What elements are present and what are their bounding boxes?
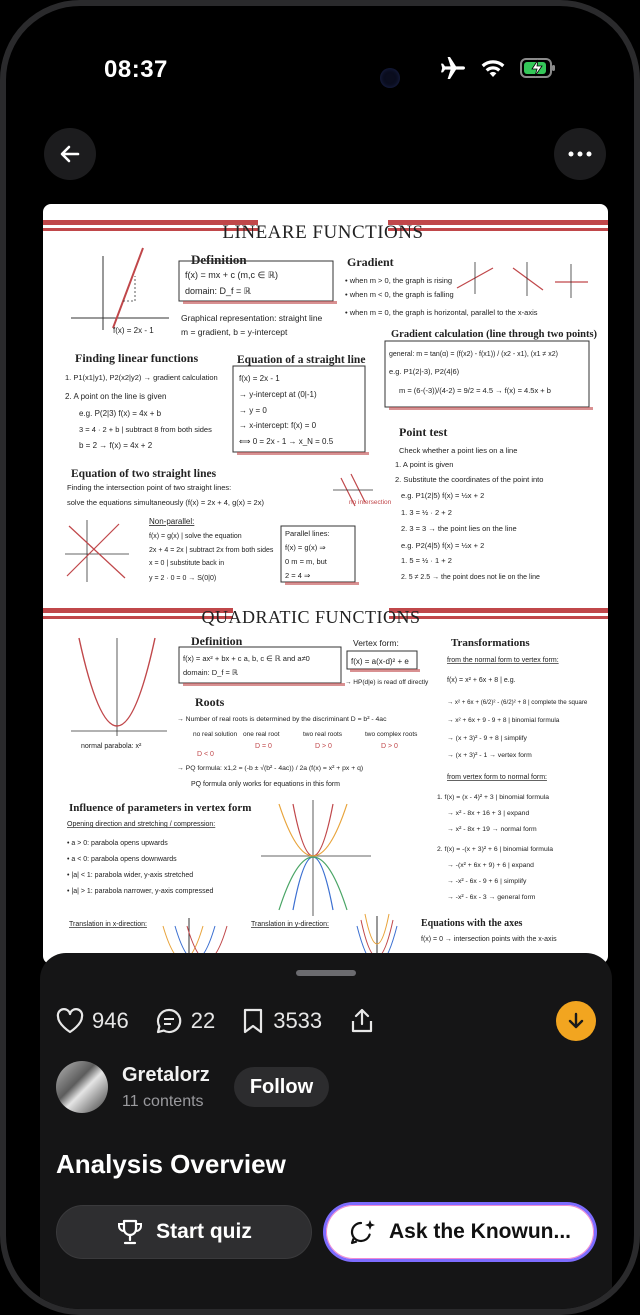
transform-1: from the normal form to vertex form: (447, 657, 559, 664)
q-definition-1: f(x) = ax² + bx + c a, b, c ∈ ℝ and a≠0 (183, 654, 310, 663)
finding-line-5: b = 2 → f(x) = 4x + 2 (79, 441, 153, 450)
eq-line-heading: Equation of a straight line (237, 354, 366, 366)
share-icon (348, 1007, 376, 1035)
eq-line-5: ⟺ 0 = 2x - 1 → x_N = 0.5 (239, 437, 334, 446)
parallel-1: f(x) = g(x) ⇒ (285, 543, 326, 552)
eq-line-1: f(x) = 2x - 1 (239, 374, 280, 383)
definition-heading: Definition (191, 252, 247, 267)
eq-line-3: → y = 0 (239, 406, 267, 415)
gradient-calc-line-3: m = (6-(-3))/(4-2) = 9/2 = 4.5 → f(x) = 4.5x + b (399, 386, 551, 395)
vertex-form-label: Vertex form: (353, 638, 399, 648)
share-button[interactable] (348, 1007, 376, 1035)
roots-heading: Roots (195, 695, 225, 709)
roots-case-2b: D = 0 (255, 743, 272, 750)
point-test-3: 2. Substitute the coordinates of the point into (395, 475, 544, 484)
author-avatar[interactable] (56, 1061, 108, 1113)
download-button[interactable] (556, 1001, 596, 1041)
likes-count: 946 (92, 1008, 129, 1033)
finding-line-1: 1. P1(x1|y1), P2(x2|y2) → gradient calculation (65, 373, 218, 382)
gradient-line-1: • when m > 0, the graph is rising (345, 276, 453, 285)
intersection-graph (65, 520, 129, 582)
graphical-representation: Graphical representation: straight line (181, 313, 323, 323)
gradient-representation: m = gradient, b = y-intercept (181, 327, 288, 337)
non-parallel-2: 2x + 4 = 2x | subtract 2x from both sides (149, 547, 274, 554)
ask-knowunity-label: Ask the Knowun... (388, 1220, 571, 1243)
transform-7: from vertex form to normal form: (447, 774, 547, 781)
non-parallel-3: x = 0 | substitute back in (149, 560, 225, 567)
influence-4: • |a| < 1: parabola wider, y-axis stretched (67, 872, 194, 879)
saves-count: 3533 (273, 1008, 323, 1033)
definition-line-1: f(x) = mx + c (m,c ∈ ℝ) (185, 270, 278, 280)
front-camera (380, 68, 400, 88)
roots-case-1: no real solution (193, 731, 238, 738)
transform-2: f(x) = x² + 6x + 8 | e.g. (447, 677, 516, 684)
gradient-line-2: • when m < 0, the graph is falling (345, 290, 454, 299)
point-test-heading: Point test (399, 425, 448, 439)
roots-case-3b: D > 0 (315, 743, 332, 750)
linear-graph (71, 248, 169, 330)
vertex-form-note: → HP(d|e) is read off directly (345, 679, 429, 686)
point-test-9: 2. 5 ≠ 2.5 → the point does not lie on the line (401, 574, 540, 581)
transform-5: → (x + 3)² - 9 + 8 | simplify (447, 735, 527, 742)
point-test-1: Check whether a point lies on a line (399, 446, 518, 455)
title-quadratic: QUADRATIC FUNCTIONS (201, 607, 421, 627)
transform-8: 1. f(x) = (x - 4)² + 3 | binomial formula (437, 794, 550, 801)
vertex-form-equation: f(x) = a(x-d)² + e (351, 657, 409, 666)
graph-caption: f(x) = 2x - 1 (113, 326, 154, 335)
roots-case-3: two real roots (303, 731, 343, 738)
arrow-down-icon (567, 1012, 585, 1030)
two-lines-heading: Equation of two straight lines (71, 468, 217, 480)
parallel-3: 2 = 4 ⇒ (285, 571, 311, 580)
point-test-7: e.g. P2(4|5) f(x) = ½x + 2 (401, 541, 485, 550)
translation-y-label: Translation in y-direction: (251, 921, 329, 928)
point-test-4: e.g. P1(2|5) f(x) = ½x + 2 (401, 491, 485, 500)
q-definition-2: domain: D_f = ℝ (183, 668, 238, 677)
comments-count: 22 (190, 1008, 216, 1033)
influence-1: Opening direction and stretching / compression: (67, 821, 216, 828)
more-options-button[interactable] (554, 128, 606, 180)
status-time: 08:37 (104, 56, 168, 83)
parameter-parabolas (261, 800, 371, 916)
normal-parabola-graph (71, 638, 167, 736)
influence-3: • a < 0: parabola opens downwards (67, 856, 177, 863)
ask-knowunity-button[interactable] (326, 1205, 594, 1259)
gradient-calc-line-2: e.g. P1(2|-3), P2(4|6) (389, 367, 460, 376)
start-quiz-label: Start quiz (156, 1220, 252, 1243)
like-button[interactable] (56, 1008, 129, 1034)
title-linear: LINEARE FUNCTIONS (222, 222, 424, 243)
heart-icon (56, 1008, 84, 1034)
influence-5: • |a| > 1: parabola narrower, y-axis compressed (67, 888, 214, 895)
influence-heading: Influence of parameters in vertex form (69, 802, 252, 814)
point-test-8: 1. 5 = ½ · 1 + 2 (401, 556, 452, 565)
trophy-icon (116, 1218, 144, 1246)
author-name[interactable]: Gretalorz (122, 1063, 210, 1086)
back-button[interactable] (44, 128, 96, 180)
transform-11: 2. f(x) = -(x + 3)² + 6 | binomial formula (437, 846, 554, 853)
bottom-sheet (40, 953, 612, 1315)
non-parallel-4: y = 2 · 0 = 0 → S(0|0) (149, 575, 217, 582)
two-lines-2: solve the equations simultaneously (f(x) = 2x + 4, g(x) = 2x) (67, 498, 264, 507)
finding-heading: Finding linear functions (75, 351, 199, 365)
airplane-icon (440, 56, 466, 80)
transform-9: → x² - 8x + 16 + 3 | expand (447, 810, 530, 817)
status-icons (440, 56, 556, 80)
translation-x-label: Translation in x-direction: (69, 921, 147, 928)
sheet-grabber[interactable] (296, 970, 356, 976)
roots-case-2: one real root (243, 731, 280, 738)
transform-6: → (x + 3)² - 1 → vertex form (447, 752, 532, 759)
non-parallel-heading: Non-parallel: (149, 517, 195, 526)
gradient-line-3: • when m = 0, the graph is horizontal, parallel to the x-axis (345, 308, 538, 317)
finding-line-3: e.g. P(2|3) f(x) = 4x + b (79, 409, 162, 418)
point-test-2: 1. A point is given (395, 460, 454, 469)
bookmark-icon (241, 1007, 265, 1035)
no-intersection-label: no intersection (349, 499, 392, 506)
follow-button[interactable]: Follow (234, 1067, 329, 1107)
ellipsis-icon (568, 151, 592, 157)
two-lines-1: Finding the intersection point of two straight lines: (67, 483, 232, 492)
transform-12: → -(x² + 6x + 9) + 6 | expand (447, 862, 534, 869)
finding-line-2: 2. A point on the line is given (65, 392, 167, 401)
quadratic-definition-heading: Definition (191, 634, 243, 648)
non-parallel-1: f(x) = g(x) | solve the equation (149, 533, 242, 540)
roots-case-1b: D < 0 (197, 751, 214, 758)
normal-parabola-caption: normal parabola: x² (81, 743, 142, 750)
pq-note: PQ formula only works for equations in this form (191, 781, 341, 788)
influence-2: • a > 0: parabola opens upwards (67, 840, 168, 847)
cta-row (56, 1205, 594, 1259)
axes-1: f(x) = 0 → intersection points with the x-axis (421, 936, 557, 943)
roots-case-4: two complex roots (365, 731, 418, 738)
gradient-calc-line-1: general: m = tan(α) = (f(x2) - f(x1)) / (x2 - x1), (x1 ≠ x2) (389, 351, 558, 358)
pq-formula: → PQ formula: x1,2 = (-b ± √(b² - 4ac)) / 2a (f(x) = x² + px + q) (177, 765, 364, 772)
start-quiz-button[interactable] (56, 1205, 312, 1259)
definition-line-2: domain: D_f = ℝ (185, 286, 251, 296)
transform-14: → -x² - 6x - 3 → general form (447, 894, 536, 901)
battery-charging-icon (520, 57, 556, 79)
author-row (56, 1061, 329, 1113)
point-test-6: 2. 3 = 3 → the point lies on the line (401, 524, 517, 533)
status-bar (6, 6, 640, 116)
gradient-sketches (457, 262, 588, 298)
save-button[interactable] (241, 1007, 322, 1035)
comment-icon (155, 1007, 183, 1035)
wifi-icon (480, 57, 506, 79)
transform-13: → -x² - 6x - 9 + 6 | simplify (447, 878, 527, 885)
actions-row (56, 1007, 376, 1035)
eq-line-4: → x-intercept: f(x) = 0 (239, 421, 317, 430)
eq-line-2: → y-intercept at (0|-1) (239, 390, 317, 399)
transformations-heading: Transformations (451, 637, 530, 649)
comments-button[interactable] (155, 1007, 215, 1035)
gradient-heading: Gradient (347, 255, 394, 269)
axes-heading: Equations with the axes (421, 918, 523, 929)
parallel-2: 0 m = m, but (285, 557, 327, 566)
arrow-left-icon (58, 142, 82, 166)
document-preview[interactable] (43, 204, 608, 964)
transform-3: → x² + 6x + (6/2)² - (6/2)² + 8 | complete the square (447, 699, 588, 706)
section-title: Analysis Overview (56, 1149, 286, 1179)
transform-10: → x² - 8x + 19 → normal form (447, 826, 537, 833)
author-contents: 11 contents (122, 1092, 204, 1110)
roots-case-4b: D > 0 (381, 743, 398, 750)
point-test-5: 1. 3 = ½ · 2 + 2 (401, 508, 452, 517)
finding-line-4: 3 = 4 · 2 + b | subtract 8 from both sides (79, 425, 212, 434)
transform-4: → x² + 6x + 9 - 9 + 8 | binomial formula (447, 717, 560, 724)
gradient-calc-heading: Gradient calculation (line through two points) (391, 329, 598, 340)
roots-line-1: → Number of real roots is determined by the discriminant D = b² - 4ac (177, 716, 387, 723)
ai-chat-sparkle-icon (349, 1218, 377, 1246)
parallel-heading: Parallel lines: (285, 529, 330, 538)
